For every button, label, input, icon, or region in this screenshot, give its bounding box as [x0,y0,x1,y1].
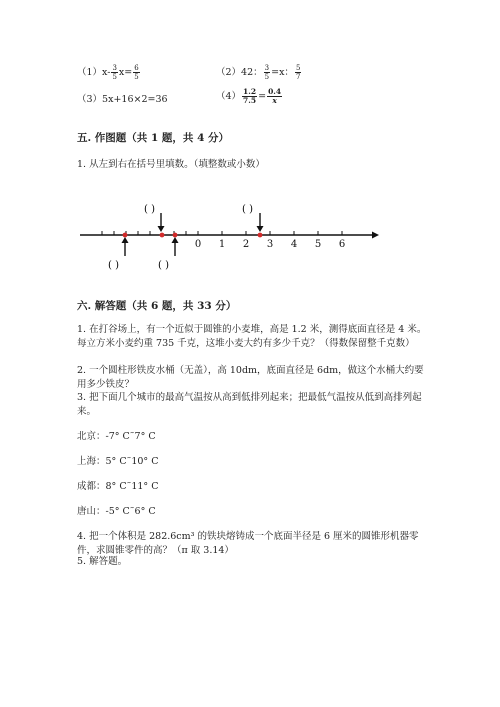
equation-4 [216,88,283,105]
equation-1 [77,64,141,81]
equation-2 [216,64,302,81]
equation-1-prefix: （1）x- [77,67,111,78]
numerator: 3 [112,64,117,72]
city-temperature-shanghai: 上海：5° C˜10° C [77,456,159,467]
tick-label-4: 4 [290,239,298,250]
denominator: 5 [134,73,139,81]
city-temperature-beijing: 北京：-7° C˜7° C [77,431,156,442]
section-6-question-2: 2. 一个圆柱形铁皮水桶（无盖），高 10dm，底面直径是 6dm，做这个水桶大约要用多少铁皮？ [77,365,424,390]
bottom-arrowhead-2-icon [172,237,179,243]
section-6-title: 六. 解答题（共 6 题，共 33 分） [77,300,237,312]
red-point [173,233,178,238]
number-line-figure [70,195,390,275]
top-bracket-2[interactable]: ( ) [242,204,253,215]
section-6-question-3: 3. 把下面几个城市的最高气温按从高到低排列起来；把最低气温按从低到高排列起来。 [77,392,422,417]
section-6-question-4: 4. 把一个体积是 282.6cm³ 的铁块熔铸成一个底面半径是 6 厘米的圆锥形机器零件，求圆锥零件的高？（π 取 3.14） [77,531,419,556]
tick-label-1: 1 [218,239,226,250]
fraction [267,88,282,105]
section-6-question-5: 5. 解答题。 [77,556,128,567]
bottom-bracket-2[interactable]: ( ) [158,260,169,271]
fraction [242,88,257,105]
top-arrowhead-1-icon [158,226,165,232]
city-temperature-tangshan: 唐山：-5° C˜6° C [77,506,156,517]
red-point [258,233,263,238]
numerator: 6 [134,64,139,72]
tick-label-3: 3 [266,239,274,250]
equation-3: （3）5x+16×2=36 [77,94,168,105]
city-temperature-chengdu: 成都：8° C˜11° C [77,481,159,492]
fraction [111,64,117,81]
top-arrowhead-2-icon [257,226,264,232]
equation-2-mid: =x： [271,67,294,78]
denominator: 7.5 [243,96,257,105]
equation-2-prefix: （2）42： [216,67,263,78]
top-bracket-1[interactable]: ( ) [144,204,155,215]
fraction [264,64,270,81]
numerator: 1.2 [243,87,257,96]
tick-label-5: 5 [314,239,322,250]
equation-1-mid: x= [118,67,133,78]
denominator: 5 [264,73,270,81]
numerator: 5 [295,64,301,72]
numerator: 3 [264,64,270,72]
section-5-title: 五. 作图题（共 1 题，共 4 分） [77,132,230,144]
tick-label-0: 0 [194,239,202,250]
fraction [133,64,139,81]
axis-arrowhead-icon [372,232,379,239]
tick-label-2: 2 [242,239,250,250]
tick-label-6: 6 [338,239,346,250]
denominator: x [272,96,277,105]
bottom-bracket-1[interactable]: ( ) [108,260,119,271]
red-point [123,233,128,238]
denominator: 7 [295,73,301,81]
red-point [160,233,165,238]
bottom-arrowhead-1-icon [122,237,129,243]
equation-4-prefix: （4） [216,91,242,102]
denominator: 5 [112,73,117,81]
section-5-question-1: 1. 从左到右在括号里填数。（填整数或小数） [77,159,265,170]
fraction [295,64,301,81]
numerator: 0.4 [268,87,282,96]
equation-4-mid: = [258,91,267,102]
section-6-question-1: 1. 在打谷场上，有一个近似于圆锥的小麦堆，高是 1.2 米，测得底面直径是 4 米。每立方米小麦约重 735 千克，这堆小麦大约有多少千克？（得数保留整千克数） [77,324,427,349]
